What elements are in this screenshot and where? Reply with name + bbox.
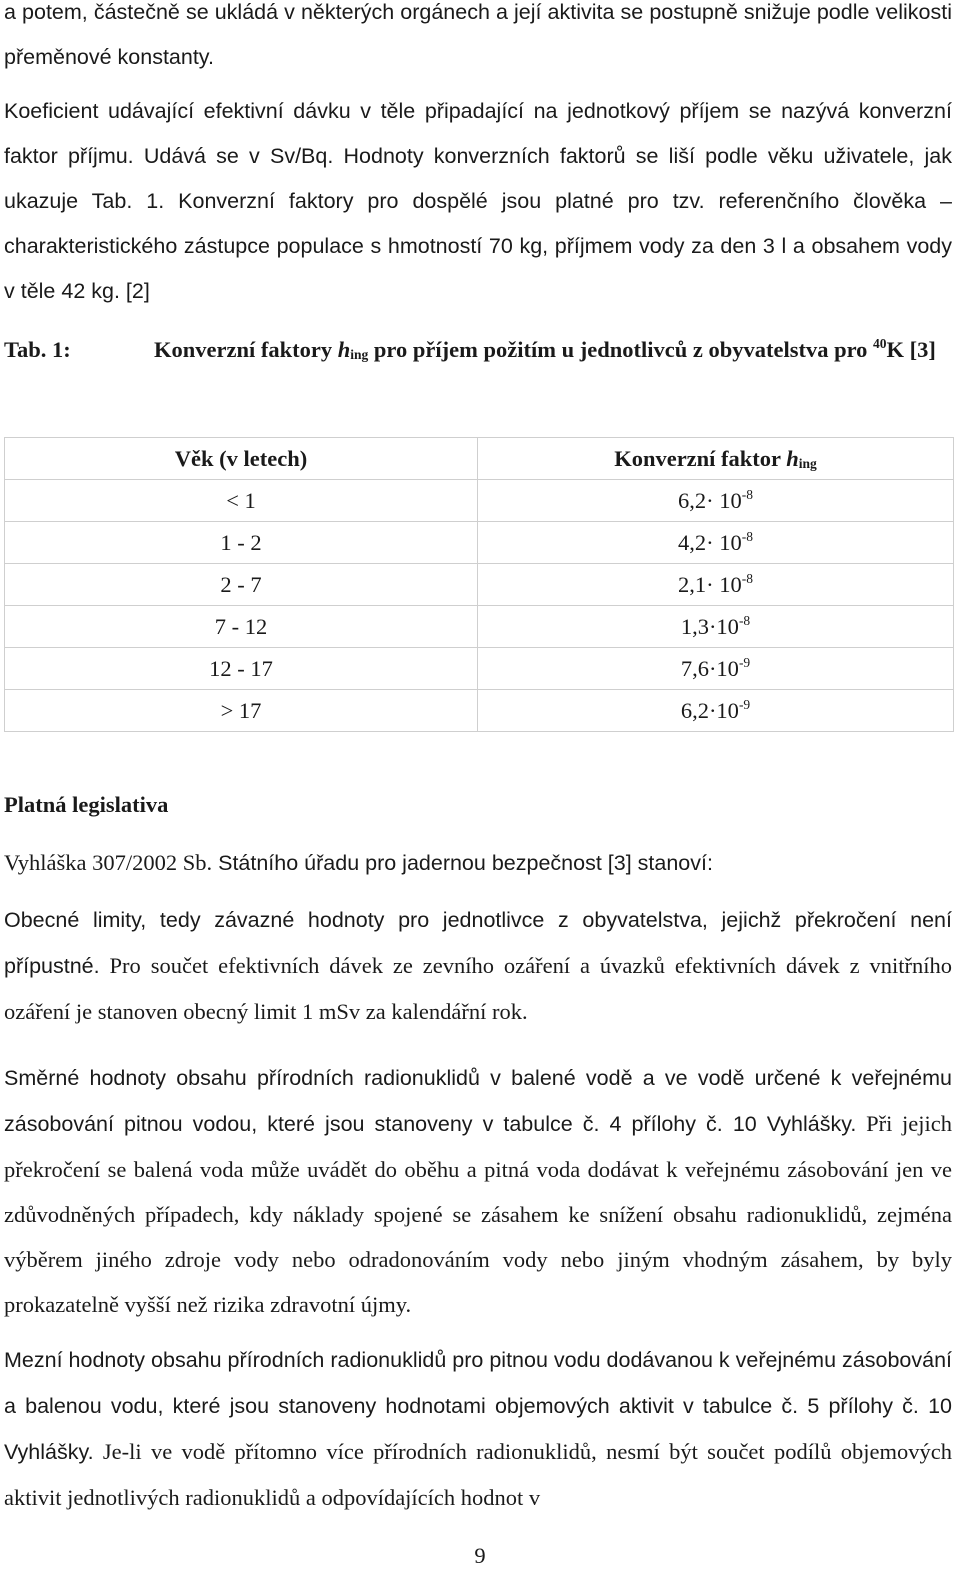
factor-exponent: -8	[741, 528, 753, 544]
conversion-factor-table	[4, 437, 954, 732]
caption-isotope-mass: 40	[873, 336, 887, 351]
factor-cell	[478, 522, 954, 564]
factor-exponent: -9	[738, 696, 751, 712]
factor-cell	[478, 606, 954, 648]
table-row	[5, 648, 954, 690]
factor-exponent: -8	[741, 570, 753, 586]
age-cell: 12 - 17	[5, 648, 478, 690]
caption-var-sub: ing	[350, 347, 369, 362]
table-row	[5, 480, 954, 522]
guide-text-b: Při jejich překročení se balená voda může uvádět do oběhu a pitná voda dodávat k veřejnému zásobování jen ve zdůvodněných případech, kdy náklady spojené se zásahem ke snížení obsahu radionuklidů, zejména výběrem jiného zdroje vody nebo odradonováním vody nebo jiným vhodným zásahem, by byly prokazatelně vyšší než rizika zdravotní újmy.	[4, 1111, 953, 1317]
caption-text-a: Konverzní faktory	[154, 337, 338, 362]
table-caption-text	[154, 337, 936, 362]
paragraph-decay: a potem, částečně se ukládá v některých orgánech a její aktivita se postupně snižuje podle velikosti přeměnové konstanty.	[4, 0, 952, 69]
table-row	[5, 690, 954, 732]
section-heading: Platná legislativa	[4, 792, 169, 817]
table-row	[5, 522, 954, 564]
decree-text: Státního úřadu pro jadernou bezpečnost [3] stanoví:	[212, 851, 713, 875]
caption-text-b: pro příjem požitím u jednotlivců z obyvatelstva pro	[368, 337, 874, 362]
limit-text-a: Mezní hodnoty obsahu přírodních radionuklidů pro pitnou vodu dodávanou k veřejnému zásobování a balenou vodu, které jsou stanoveny hodnotami objemových aktivit v tabulce č. 5 přílohy č. 10 Vyhlášky.	[4, 1348, 952, 1464]
header-factor-sub: ing	[798, 455, 817, 471]
age-cell: 7 - 12	[5, 606, 478, 648]
paragraph-general-limits	[4, 897, 952, 1034]
paragraph-limit-values	[4, 1337, 952, 1520]
factor-cell	[478, 648, 954, 690]
factor-mantissa: 7,6·10	[680, 655, 739, 681]
paragraph-guide-values	[4, 1055, 952, 1327]
factor-mantissa: 2,1· 10	[678, 571, 742, 597]
age-cell: < 1	[5, 480, 478, 522]
factor-mantissa: 6,2· 10	[678, 487, 742, 513]
limit-text-b: Je-li ve vodě přítomno více přírodních radionuklidů, nesmí být součet podílů objemových aktivit jednotlivých radionuklidů a odpovídajících hodnot v	[4, 1439, 952, 1510]
age-cell: > 17	[5, 690, 478, 732]
table-caption	[4, 327, 954, 377]
page-number: 9	[474, 1543, 486, 1568]
paragraph-conversion-factor: Koeficient udávající efektivní dávku v těle připadající na jednotkový příjem se nazývá konverzní faktor příjmu. Udává se v Sv/Bq. Hodnoty konverzních faktorů se liší podle věku uživatele, jak ukazuje Tab. 1. Konverzní faktory pro dospělé jsou platné pro tzv. referenčního člověka – charakteristického zástupce populace s hmotností 70 kg, příjmem vody za den 3 l a obsahem vody v těle 42 kg. [2]	[4, 99, 952, 303]
table-row	[5, 606, 954, 648]
limits-text-b: Pro součet efektivních dávek ze zevního ozáření a úvazků efektivních dávek z vnitřního ozáření je stanoven obecný limit 1 mSv za kalendářní rok.	[4, 953, 952, 1024]
header-factor	[478, 438, 954, 480]
decree-title: Vyhláška 307/2002 Sb.	[4, 850, 213, 875]
header-age: Věk (v letech)	[5, 438, 478, 480]
table-header-row	[5, 438, 954, 480]
factor-mantissa: 1,3·10	[680, 613, 739, 639]
age-cell: 2 - 7	[5, 564, 478, 606]
factor-exponent: -8	[738, 612, 751, 628]
factor-cell	[478, 480, 954, 522]
header-factor-text: Konverzní faktor	[614, 445, 787, 471]
factor-mantissa: 4,2· 10	[678, 529, 742, 555]
guide-text-a: Směrné hodnoty obsahu přírodních radionuklidů v balené vodě a ve vodě určené k veřejnému zásobování pitnou vodou, které jsou stanoveny v tabulce č. 4 přílohy č. 10 Vyhlášky.	[4, 1066, 952, 1136]
factor-exponent: -9	[738, 654, 751, 670]
factor-cell	[478, 564, 954, 606]
factor-mantissa: 6,2·10	[680, 697, 739, 723]
factor-exponent: -8	[741, 486, 753, 502]
table-row	[5, 564, 954, 606]
limits-text-a: Obecné limity, tedy závazné hodnoty pro jednotlivce z obyvatelstva, jejichž překročení není přípustné.	[4, 908, 952, 978]
paragraph-decree	[4, 840, 952, 886]
age-cell: 1 - 2	[5, 522, 478, 564]
header-factor-var: h	[786, 445, 799, 471]
factor-cell	[478, 690, 954, 732]
table-caption-label: Tab. 1:	[4, 337, 71, 362]
caption-var: h	[337, 337, 351, 362]
caption-text-c: K [3]	[886, 337, 936, 362]
